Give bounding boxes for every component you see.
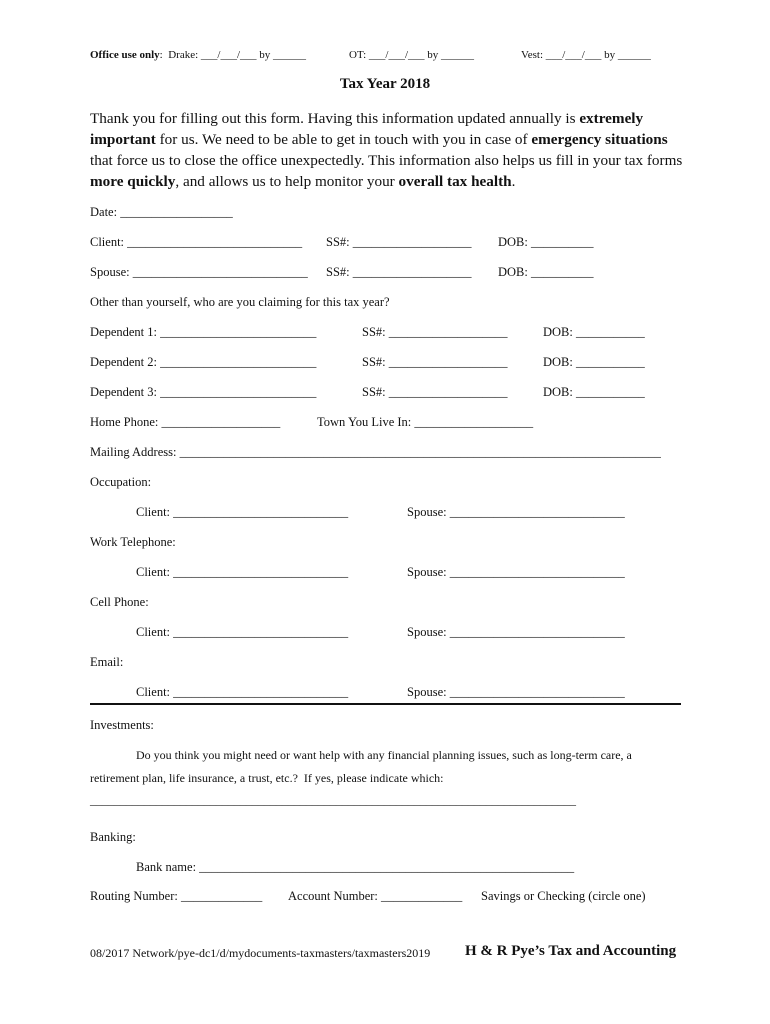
- work-spouse-field[interactable]: Spouse: ____________________________: [407, 565, 625, 579]
- office-use-drake: [90, 47, 306, 63]
- dependent1-ss-field[interactable]: SS#: ___________________: [362, 325, 508, 339]
- cell-client-field[interactable]: Client: ____________________________: [136, 625, 349, 639]
- dependent2-ss-field[interactable]: SS#: ___________________: [362, 355, 508, 369]
- email-client-field[interactable]: Client: ____________________________: [136, 685, 349, 699]
- drake-field[interactable]: : Drake: ___/___/___ by ______: [159, 49, 307, 61]
- routing-number-field[interactable]: Routing Number: _____________: [90, 889, 263, 903]
- section-divider: [90, 703, 681, 705]
- investments-question-line1: Do you think you might need or want help with any financial planning issues, such as long-term care, a: [136, 748, 632, 762]
- spouse-dob-field[interactable]: DOB: __________: [498, 265, 594, 279]
- spouse-name-field[interactable]: Spouse: ____________________________: [90, 265, 308, 279]
- occupation-label: Occupation:: [90, 475, 152, 489]
- dependent2-dob-field[interactable]: DOB: ___________: [543, 355, 645, 369]
- investments-answer-field[interactable]: _________________________________________________________________________________: [90, 793, 576, 807]
- client-dob-field[interactable]: DOB: __________: [498, 235, 594, 249]
- dependent2-field[interactable]: Dependent 2: _________________________: [90, 355, 317, 369]
- claiming-question: Other than yourself, who are you claiming for this tax year?: [90, 295, 390, 309]
- investments-label: Investments:: [90, 718, 154, 732]
- footer-company: H & R Pye’s Tax and Accounting: [465, 943, 677, 959]
- mailing-address-field[interactable]: Mailing Address: _____________________________________________________________________________: [90, 445, 661, 459]
- banking-label: Banking:: [90, 830, 136, 844]
- cell-phone-label: Cell Phone:: [90, 595, 149, 609]
- occupation-client-field[interactable]: Client: ____________________________: [136, 505, 349, 519]
- work-telephone-label: Work Telephone:: [90, 535, 176, 549]
- date-field[interactable]: Date: __________________: [90, 205, 233, 219]
- dependent3-dob-field[interactable]: DOB: ___________: [543, 385, 645, 399]
- vest-field[interactable]: Vest: ___/___/___ by ______: [521, 49, 651, 61]
- town-field[interactable]: Town You Live In: ___________________: [317, 415, 534, 429]
- footer-path: 08/2017 Network/pye-dc1/d/mydocuments-taxmasters/taxmasters2019: [90, 946, 431, 960]
- cell-spouse-field[interactable]: Spouse: ____________________________: [407, 625, 625, 639]
- bank-name-field[interactable]: Bank name: ____________________________________________________________: [136, 860, 575, 874]
- account-number-field[interactable]: Account Number: _____________: [288, 889, 463, 903]
- dependent1-field[interactable]: Dependent 1: _________________________: [90, 325, 317, 339]
- ot-field[interactable]: OT: ___/___/___ by ______: [349, 49, 475, 61]
- home-phone-field[interactable]: Home Phone: ___________________: [90, 415, 281, 429]
- client-name-field[interactable]: Client: ____________________________: [90, 235, 303, 249]
- dependent3-ss-field[interactable]: SS#: ___________________: [362, 385, 508, 399]
- spouse-ss-field[interactable]: SS#: ___________________: [326, 265, 472, 279]
- dependent3-field[interactable]: Dependent 3: _________________________: [90, 385, 317, 399]
- investments-question-line2: retirement plan, life insurance, a trust, etc.? If yes, please indicate which:: [90, 771, 444, 785]
- occupation-spouse-field[interactable]: Spouse: ____________________________: [407, 505, 625, 519]
- office-use-label: Office use only: [90, 49, 160, 61]
- page-title: Tax Year 2018: [339, 76, 431, 92]
- intro-paragraph: Thank you for filling out this form. Having this information updated annually is extremely important for us. We need to be able to get in touch with you in case of emergency situations that force us to close the office unexpectedly. This information also helps us fill in your tax forms more quickly, and allows us to help monitor your overall tax health.: [90, 110, 683, 190]
- email-spouse-field[interactable]: Spouse: ____________________________: [407, 685, 625, 699]
- client-ss-field[interactable]: SS#: ___________________: [326, 235, 472, 249]
- email-label: Email:: [90, 655, 124, 669]
- savings-or-checking-field[interactable]: Savings or Checking (circle one): [481, 889, 646, 903]
- work-client-field[interactable]: Client: ____________________________: [136, 565, 349, 579]
- dependent1-dob-field[interactable]: DOB: ___________: [543, 325, 645, 339]
